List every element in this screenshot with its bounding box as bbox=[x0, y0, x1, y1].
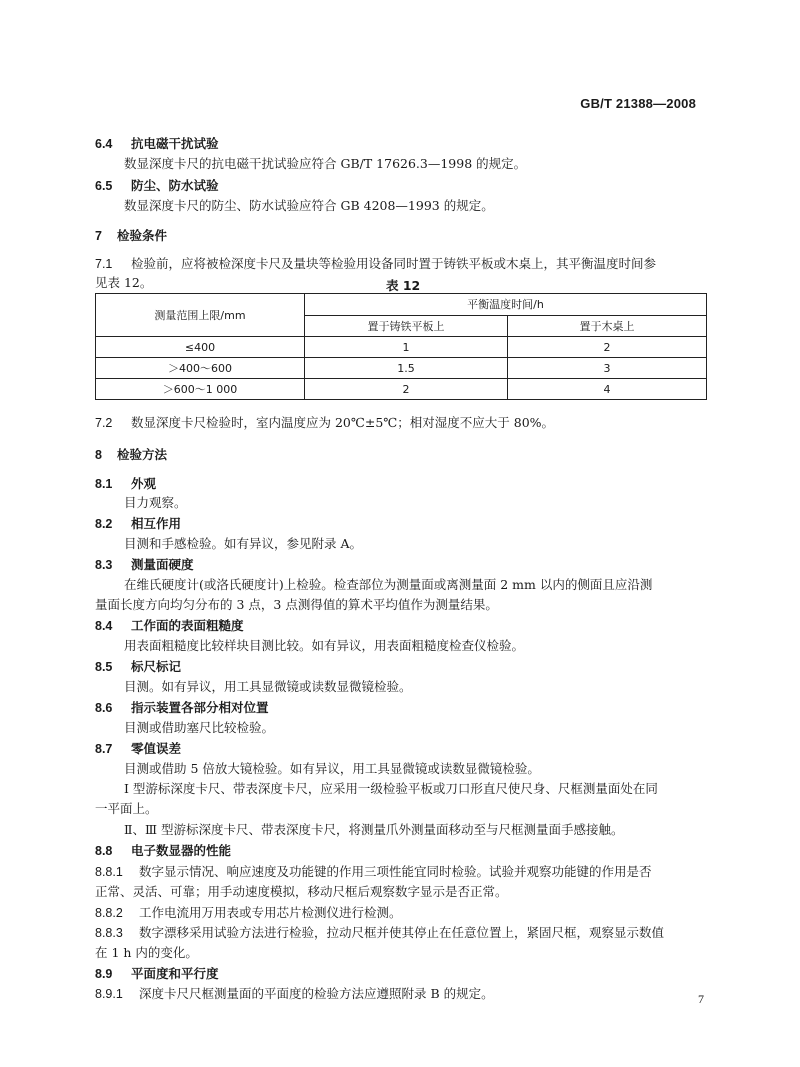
line-8-7-type1-cont: 一平面上。 bbox=[95, 801, 158, 816]
line-8-9: 8.9 平面度和平行度 bbox=[95, 966, 219, 981]
table-subheader-desk: 置于木桌上 bbox=[508, 315, 707, 337]
line-8-4: 8.4 工作面的表面粗糙度 bbox=[95, 618, 244, 633]
line-6-4: 6.4 抗电磁干扰试验 bbox=[95, 136, 219, 151]
table-cell: 2 bbox=[508, 337, 707, 358]
table-cell: 4 bbox=[508, 379, 707, 400]
line-8-8-3: 8.8.3 数字漂移采用试验方法进行检验，拉动尺框并使其停止在任意位置上，紧固尺框，观察显示数值 bbox=[95, 925, 665, 940]
table-cell: 1.5 bbox=[305, 358, 508, 379]
line-8-6: 8.6 指示装置各部分相对位置 bbox=[95, 700, 269, 715]
table-header-group: 平衡温度时间/h bbox=[305, 294, 707, 316]
line-8-8-2: 8.8.2 工作电流用万用表或专用芯片检测仪进行检测。 bbox=[95, 905, 402, 920]
line-8-2: 8.2 相互作用 bbox=[95, 516, 182, 531]
line-8-7: 8.7 零值误差 bbox=[95, 741, 182, 756]
line-8-3: 8.3 测量面硬度 bbox=[95, 557, 194, 572]
table-cell: 2 bbox=[305, 379, 508, 400]
line-8-8-3-cont: 在 1 h 内的变化。 bbox=[95, 945, 198, 960]
line-7-1-cont: 见表 12。 bbox=[95, 275, 153, 290]
line-6-5: 6.5 防尘、防水试验 bbox=[95, 178, 219, 193]
table-cell: ＞600～1 000 bbox=[96, 379, 305, 400]
line-8-3-cont: 量面长度方向均匀分布的 3 点，3 点测得值的算术平均值作为测量结果。 bbox=[95, 597, 498, 612]
line-8-2-body: 目测和手感检验。如有异议，参见附录 A。 bbox=[124, 536, 363, 551]
line-7-2: 7.2 数显深度卡尺检验时，室内温度应为 20℃±5℃；相对湿度不应大于 80%。 bbox=[95, 415, 555, 430]
line-8-3-body: 在维氏硬度计(或洛氏硬度计)上检验。检查部位为测量面或离测量面 2 mm 以内的侧面且应沿测 bbox=[124, 577, 653, 592]
line-8-5: 8.5 标尺标记 bbox=[95, 659, 182, 674]
line-8-5-body: 目测。如有异议，用工具显微镜或读数显微镜检验。 bbox=[124, 679, 412, 694]
table-row bbox=[96, 379, 707, 400]
table-row bbox=[96, 358, 707, 379]
table-cell: 1 bbox=[305, 337, 508, 358]
line-6-4-body: 数显深度卡尺的抗电磁干扰试验应符合 GB/T 17626.3—1998 的规定。 bbox=[124, 156, 527, 171]
line-8-9-1: 8.9.1 深度卡尺尺框测量面的平面度的检验方法应遵照附录 B 的规定。 bbox=[95, 986, 494, 1001]
table-cell: ＞400～600 bbox=[96, 358, 305, 379]
table-subheader-plate: 置于铸铁平板上 bbox=[305, 315, 508, 337]
standard-number: GB/T 21388—2008 bbox=[580, 96, 696, 111]
line-6-5-body: 数显深度卡尺的防尘、防水试验应符合 GB 4208—1993 的规定。 bbox=[124, 198, 494, 213]
line-8-1: 8.1 外观 bbox=[95, 476, 157, 491]
line-8: 8 检验方法 bbox=[95, 447, 168, 462]
line-8-7-type2: Ⅱ、Ⅲ 型游标深度卡尺、带表深度卡尺，将测量爪外测量面移动至与尺框测量面手感接触。 bbox=[124, 822, 624, 837]
line-8-1-body: 目力观察。 bbox=[124, 495, 187, 510]
table-12 bbox=[95, 293, 707, 400]
line-7: 7 检验条件 bbox=[95, 228, 168, 243]
table-header-range: 测量范围上限/mm bbox=[96, 294, 305, 337]
line-8-4-body: 用表面粗糙度比较样块目测比较。如有异议，用表面粗糙度检查仪检验。 bbox=[124, 638, 525, 653]
table-cell: ≤400 bbox=[96, 337, 305, 358]
table-cell: 3 bbox=[508, 358, 707, 379]
line-8-8-1: 8.8.1 数字显示情况、响应速度及功能键的作用三项性能宜同时检验。试验并观察功能键的作用是否 bbox=[95, 864, 652, 879]
line-8-7-body: 目测或借助 5 倍放大镜检验。如有异议，用工具显微镜或读数显微镜检验。 bbox=[124, 761, 540, 776]
page-number: 7 bbox=[698, 992, 704, 1006]
line-8-7-type1: Ⅰ 型游标深度卡尺、带表深度卡尺，应采用一级检验平板或刀口形直尺使尺身、尺框测量面处在同 bbox=[124, 781, 658, 796]
line-7-1: 7.1 检验前，应将被检深度卡尺及量块等检验用设备同时置于铸铁平板或木桌上，其平衡温度时间参 bbox=[95, 256, 657, 271]
line-8-8: 8.8 电子数显器的性能 bbox=[95, 843, 232, 858]
line-8-8-1-cont: 正常、灵活、可靠；用手动速度模拟，移动尺框后观察数字显示是否正常。 bbox=[95, 884, 508, 899]
table-row bbox=[96, 337, 707, 358]
table-caption: 表 12 bbox=[386, 278, 421, 293]
line-8-6-body: 目测或借助塞尺比较检验。 bbox=[124, 720, 275, 735]
